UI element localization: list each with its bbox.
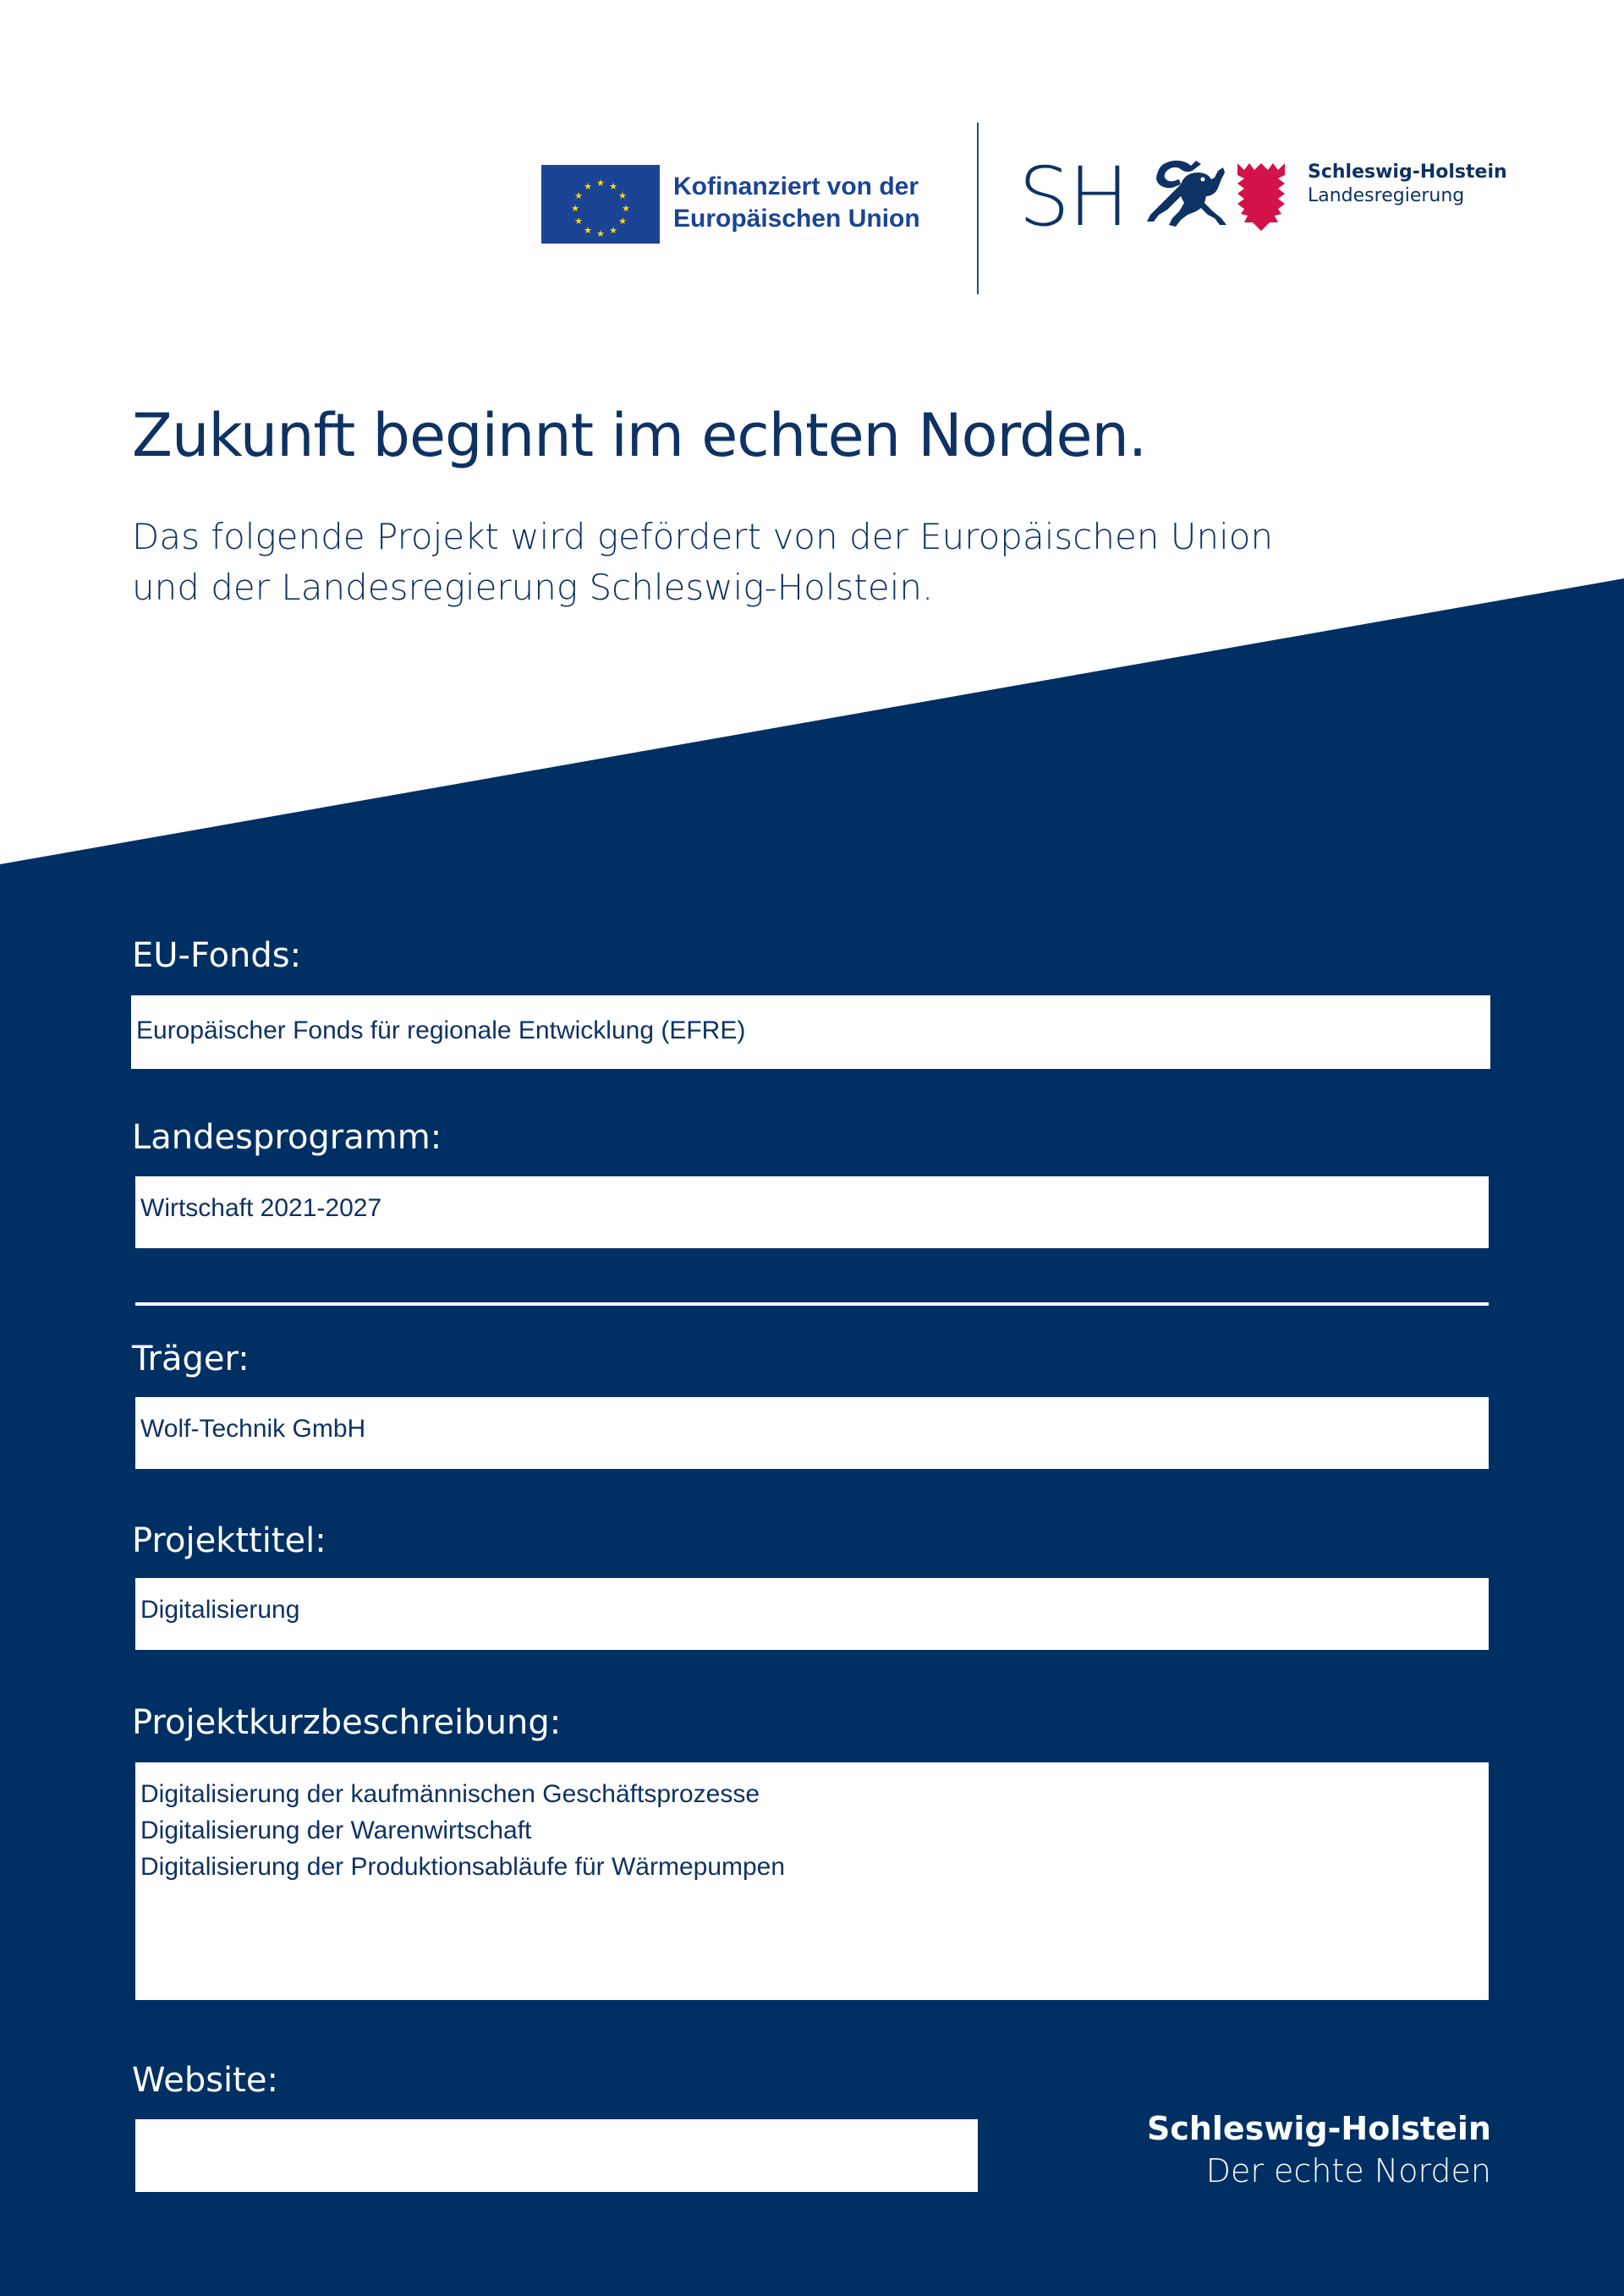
- projektkurzbeschreibung-label: Projektkurzbeschreibung:: [132, 1703, 562, 1742]
- sh-government-label: [1308, 161, 1507, 208]
- subline-line-1: Das folgende Projekt wird gefördert von der Europäischen Union: [132, 516, 1274, 557]
- footer-tagline: Der echte Norden: [1205, 2152, 1491, 2189]
- sh-logo-letters: SH: [1018, 150, 1128, 244]
- sh-subname: Landesregierung: [1308, 185, 1465, 206]
- traeger-label: Träger:: [132, 1340, 250, 1378]
- eu-text-line-1: Kofinanziert von der: [673, 173, 919, 200]
- svg-text:★: ★: [609, 181, 617, 192]
- logo-divider: [977, 123, 979, 294]
- eu-flag-icon: [541, 165, 660, 244]
- traeger-field[interactable]: [135, 1397, 1489, 1469]
- landesprogramm-label: Landesprogramm:: [132, 1118, 442, 1157]
- eu-cofinanced-label: [673, 171, 920, 235]
- svg-text:★: ★: [596, 228, 605, 239]
- landesprogramm-value: Wirtschaft 2021-2027: [140, 1194, 382, 1222]
- eu-fonds-label: EU-Fonds:: [132, 936, 302, 975]
- description-line: Digitalisierung der Produktionsabläufe für Wärmepumpen: [140, 1853, 786, 1881]
- description-line: Digitalisierung der Warenwirtschaft: [140, 1817, 532, 1844]
- svg-text:★: ★: [596, 178, 605, 189]
- svg-text:★: ★: [584, 225, 592, 236]
- projekttitel-field[interactable]: [135, 1578, 1489, 1650]
- description-line: Digitalisierung der kaufmännischen Geschäftsprozesse: [140, 1780, 760, 1808]
- svg-text:★: ★: [574, 216, 583, 227]
- website-label: Website:: [132, 2061, 278, 2100]
- svg-text:★: ★: [574, 190, 583, 201]
- subline-line-2: und der Landesregierung Schleswig-Holstein.: [132, 567, 934, 608]
- footer-brand: [1147, 2107, 1491, 2192]
- svg-text:★: ★: [584, 181, 592, 192]
- svg-text:★: ★: [609, 225, 617, 236]
- sh-name: Schleswig-Holstein: [1308, 162, 1507, 183]
- eu-fonds-field[interactable]: [131, 995, 1490, 1069]
- landesprogramm-field[interactable]: [135, 1176, 1489, 1248]
- eu-text-line-2: Europäischen Union: [673, 205, 920, 233]
- svg-text:★: ★: [622, 203, 630, 214]
- svg-text:★: ★: [618, 190, 627, 201]
- traeger-value: Wolf-Technik GmbH: [140, 1415, 366, 1443]
- page-subline: [132, 512, 1401, 613]
- svg-text:★: ★: [618, 216, 627, 227]
- projektkurzbeschreibung-field[interactable]: [135, 1762, 1489, 2000]
- website-field[interactable]: [135, 2119, 978, 2192]
- nettle-leaf-icon: [1237, 163, 1285, 231]
- svg-text:★: ★: [571, 203, 579, 214]
- projekttitel-label: Projekttitel:: [132, 1521, 326, 1560]
- projekttitel-value: Digitalisierung: [140, 1596, 300, 1624]
- page-headline: Zukunft beginnt im echten Norden.: [132, 401, 1147, 470]
- lion-icon: [1142, 159, 1235, 232]
- eu-fonds-value: Europäischer Fonds für regionale Entwicklung (EFRE): [136, 1016, 746, 1044]
- footer-brand-name: Schleswig-Holstein: [1146, 2110, 1491, 2147]
- section-divider: [135, 1302, 1489, 1306]
